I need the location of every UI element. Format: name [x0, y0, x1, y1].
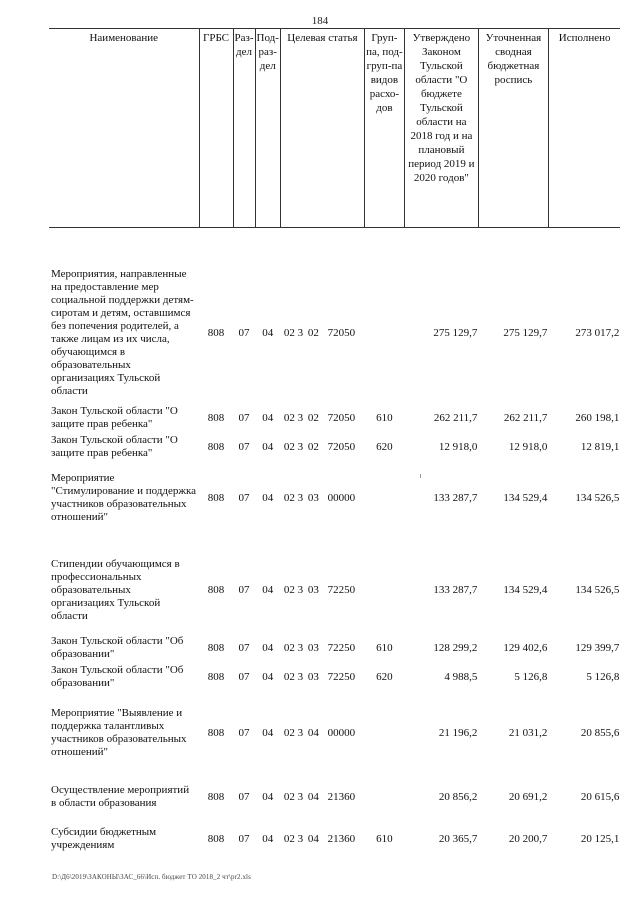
header-done: Исполнено [548, 29, 620, 228]
header-name: Наименование [49, 29, 199, 228]
target-code-part: 02 [307, 411, 319, 424]
row-group [364, 228, 404, 399]
table-row [49, 662, 620, 692]
target-code-part: 72250 [327, 641, 356, 654]
target-code-part: 3 [297, 726, 304, 739]
target-code-part: 3 [297, 491, 304, 504]
target-code-part: 02 [283, 491, 295, 504]
target-code-part: 3 [297, 583, 304, 596]
target-code-part: 03 [307, 583, 319, 596]
table-row [49, 432, 620, 462]
page-number: 184 [311, 15, 329, 27]
row-name: Закон Тульской области "О защите прав ребенка" [51, 434, 178, 459]
row-group: 610 [376, 411, 393, 424]
row-name: Осуществление мероприятий в области образования [51, 784, 190, 809]
row-refined: 134 529,4 [503, 491, 548, 504]
row-target [280, 228, 364, 399]
row-razdel: 07 [238, 641, 250, 654]
row-podrazdel: 04 [262, 411, 274, 424]
row-refined: 262 211,7 [503, 411, 548, 424]
row-group: 620 [376, 440, 393, 453]
row-refined: 20 691,2 [508, 790, 548, 803]
row-razdel: 07 [238, 832, 250, 845]
target-code-part: 03 [307, 491, 319, 504]
row-done: 20 125,1 [580, 832, 620, 845]
target-code-part: 21360 [327, 790, 356, 803]
row-grbs: 808 [207, 790, 225, 803]
row-approved: 133 287,7 [433, 583, 478, 596]
target-code-part: 72050 [327, 411, 356, 424]
row-grbs: 808 [207, 641, 225, 654]
target-code-part: 72250 [327, 583, 356, 596]
row-approved: 4 988,5 [444, 670, 478, 683]
row-approved: 12 918,0 [438, 440, 478, 453]
target-code-part: 02 [283, 832, 295, 845]
row-razdel: 07 [238, 491, 250, 504]
row-approved: 128 299,2 [433, 641, 478, 654]
row-grbs: 808 [207, 440, 225, 453]
table-row [49, 462, 620, 534]
row-done: 260 198,1 [575, 411, 620, 424]
scan-mark [420, 474, 424, 478]
row-name: Субсидии бюджетным учреждениям [51, 826, 157, 851]
row-name: Мероприятия, направленные на предоставление мер социальной поддержки детям-сиротам и детям, оставшимся без попечения родителей, а также лицам из их числа, обучающимся в образовательных организациях Тульской области [51, 268, 194, 397]
row-approved: 20 365,7 [438, 832, 478, 845]
target-code-part: 04 [307, 790, 319, 803]
header-group: Груп-па, под-груп-па видов расхо-дов [364, 29, 404, 228]
row-podrazdel: 04 [262, 583, 274, 596]
row-done: 20 855,6 [580, 726, 620, 739]
target-code-part: 3 [297, 790, 304, 803]
row-grbs: 808 [207, 583, 225, 596]
table-row [49, 774, 620, 820]
row-razdel: 07 [238, 326, 250, 339]
row-group: 610 [376, 832, 393, 845]
row-razdel: 07 [238, 583, 250, 596]
row-group [364, 692, 404, 774]
row-razdel: 07 [238, 440, 250, 453]
target-code-part: 04 [307, 832, 319, 845]
target-code-part: 00000 [327, 726, 356, 739]
target-code-part: 72050 [327, 326, 356, 339]
row-done: 20 615,6 [580, 790, 620, 803]
row-razdel: 07 [238, 790, 250, 803]
row-group: 610 [376, 641, 393, 654]
row-podrazdel: 04 [262, 726, 274, 739]
row-refined: 134 529,4 [503, 583, 548, 596]
target-code-part: 21360 [327, 832, 356, 845]
row-group [364, 774, 404, 820]
row-refined: 129 402,6 [503, 641, 548, 654]
row-target [280, 398, 364, 432]
row-done: 134 526,5 [575, 491, 620, 504]
table-row [49, 692, 620, 774]
target-code-part: 3 [297, 440, 304, 453]
target-code-part: 02 [283, 726, 295, 739]
header-podrazdel: Под-раз-дел [255, 29, 280, 228]
target-code-part: 72050 [327, 440, 356, 453]
row-grbs: 808 [207, 726, 225, 739]
target-code-part: 04 [307, 726, 319, 739]
target-code-part: 02 [283, 641, 295, 654]
header-target: Целевая статья [280, 29, 364, 228]
row-target [280, 692, 364, 774]
target-code-part: 3 [297, 411, 304, 424]
header-approved: Утверждено Законом Тульской области "О бюджете Тульской области на 2018 год и на плановый период 2019 и 2020 годов" [404, 29, 478, 228]
target-code-part: 02 [307, 440, 319, 453]
row-grbs: 808 [207, 491, 225, 504]
row-group [364, 462, 404, 534]
row-approved: 275 129,7 [433, 326, 478, 339]
target-code-part: 72250 [327, 670, 356, 683]
target-code-part: 02 [283, 670, 295, 683]
row-approved: 20 856,2 [438, 790, 478, 803]
row-razdel: 07 [238, 726, 250, 739]
row-name: Закон Тульской области "Об образовании" [51, 664, 184, 689]
row-podrazdel: 04 [262, 641, 274, 654]
row-grbs: 808 [207, 411, 225, 424]
target-code-part: 03 [307, 670, 319, 683]
target-code-part: 02 [283, 440, 295, 453]
row-podrazdel: 04 [262, 440, 274, 453]
footer-file-path: D:\Д6\2019\ЗАКОНЫ\ЗАС_66\Исп. бюджет ТО 2018_2 чт\pr2.xls [52, 873, 251, 881]
row-done: 12 819,1 [580, 440, 620, 453]
row-podrazdel: 04 [262, 326, 274, 339]
table-row [49, 228, 620, 399]
row-done: 129 399,7 [575, 641, 620, 654]
row-group [364, 534, 404, 628]
row-refined: 21 031,2 [508, 726, 548, 739]
row-approved: 133 287,7 [433, 491, 478, 504]
row-grbs: 808 [207, 670, 225, 683]
row-refined: 12 918,0 [508, 440, 548, 453]
row-target [280, 820, 364, 858]
row-name: Закон Тульской области "Об образовании" [51, 635, 184, 660]
row-target [280, 462, 364, 534]
row-target [280, 534, 364, 628]
row-refined: 275 129,7 [503, 326, 548, 339]
row-group: 620 [376, 670, 393, 683]
header-grbs: ГРБС [199, 29, 233, 228]
row-grbs: 808 [207, 832, 225, 845]
target-code-part: 02 [283, 790, 295, 803]
target-code-part: 02 [307, 326, 319, 339]
row-name: Закон Тульской области "О защите прав ребенка" [51, 405, 178, 430]
target-code-part: 3 [297, 641, 304, 654]
row-grbs: 808 [207, 326, 225, 339]
row-done: 5 126,8 [586, 670, 620, 683]
row-razdel: 07 [238, 670, 250, 683]
budget-table [49, 28, 620, 858]
row-approved: 21 196,2 [438, 726, 478, 739]
header-razdel: Раз-дел [233, 29, 255, 228]
target-code-part: 03 [307, 641, 319, 654]
target-code-part: 3 [297, 832, 304, 845]
row-refined: 20 200,7 [508, 832, 548, 845]
table-header-row [49, 29, 620, 228]
row-name: Мероприятие "Стимулирование и поддержка участников образовательных отношений" [51, 472, 197, 523]
row-razdel: 07 [238, 411, 250, 424]
table-row [49, 820, 620, 858]
row-target [280, 628, 364, 662]
row-approved: 262 211,7 [433, 411, 478, 424]
row-target [280, 662, 364, 692]
target-code-part: 3 [297, 326, 304, 339]
row-target [280, 774, 364, 820]
table-row [49, 534, 620, 628]
row-done: 273 017,2 [575, 326, 620, 339]
target-code-part: 02 [283, 326, 295, 339]
table-row [49, 398, 620, 432]
row-podrazdel: 04 [262, 790, 274, 803]
row-podrazdel: 04 [262, 491, 274, 504]
row-target [280, 432, 364, 462]
row-name: Стипендии обучающимся в профессиональных образовательных организациях Тульской области [51, 557, 180, 622]
row-podrazdel: 04 [262, 670, 274, 683]
row-podrazdel: 04 [262, 832, 274, 845]
target-code-part: 02 [283, 411, 295, 424]
target-code-part: 3 [297, 670, 304, 683]
row-name: Мероприятие "Выявление и поддержка талантливых участников образовательных отношений" [51, 707, 187, 758]
header-refined: Уточненная сводная бюджетная роспись [478, 29, 548, 228]
target-code-part: 00000 [327, 491, 356, 504]
row-done: 134 526,5 [575, 583, 620, 596]
target-code-part: 02 [283, 583, 295, 596]
row-refined: 5 126,8 [514, 670, 548, 683]
table-row [49, 628, 620, 662]
